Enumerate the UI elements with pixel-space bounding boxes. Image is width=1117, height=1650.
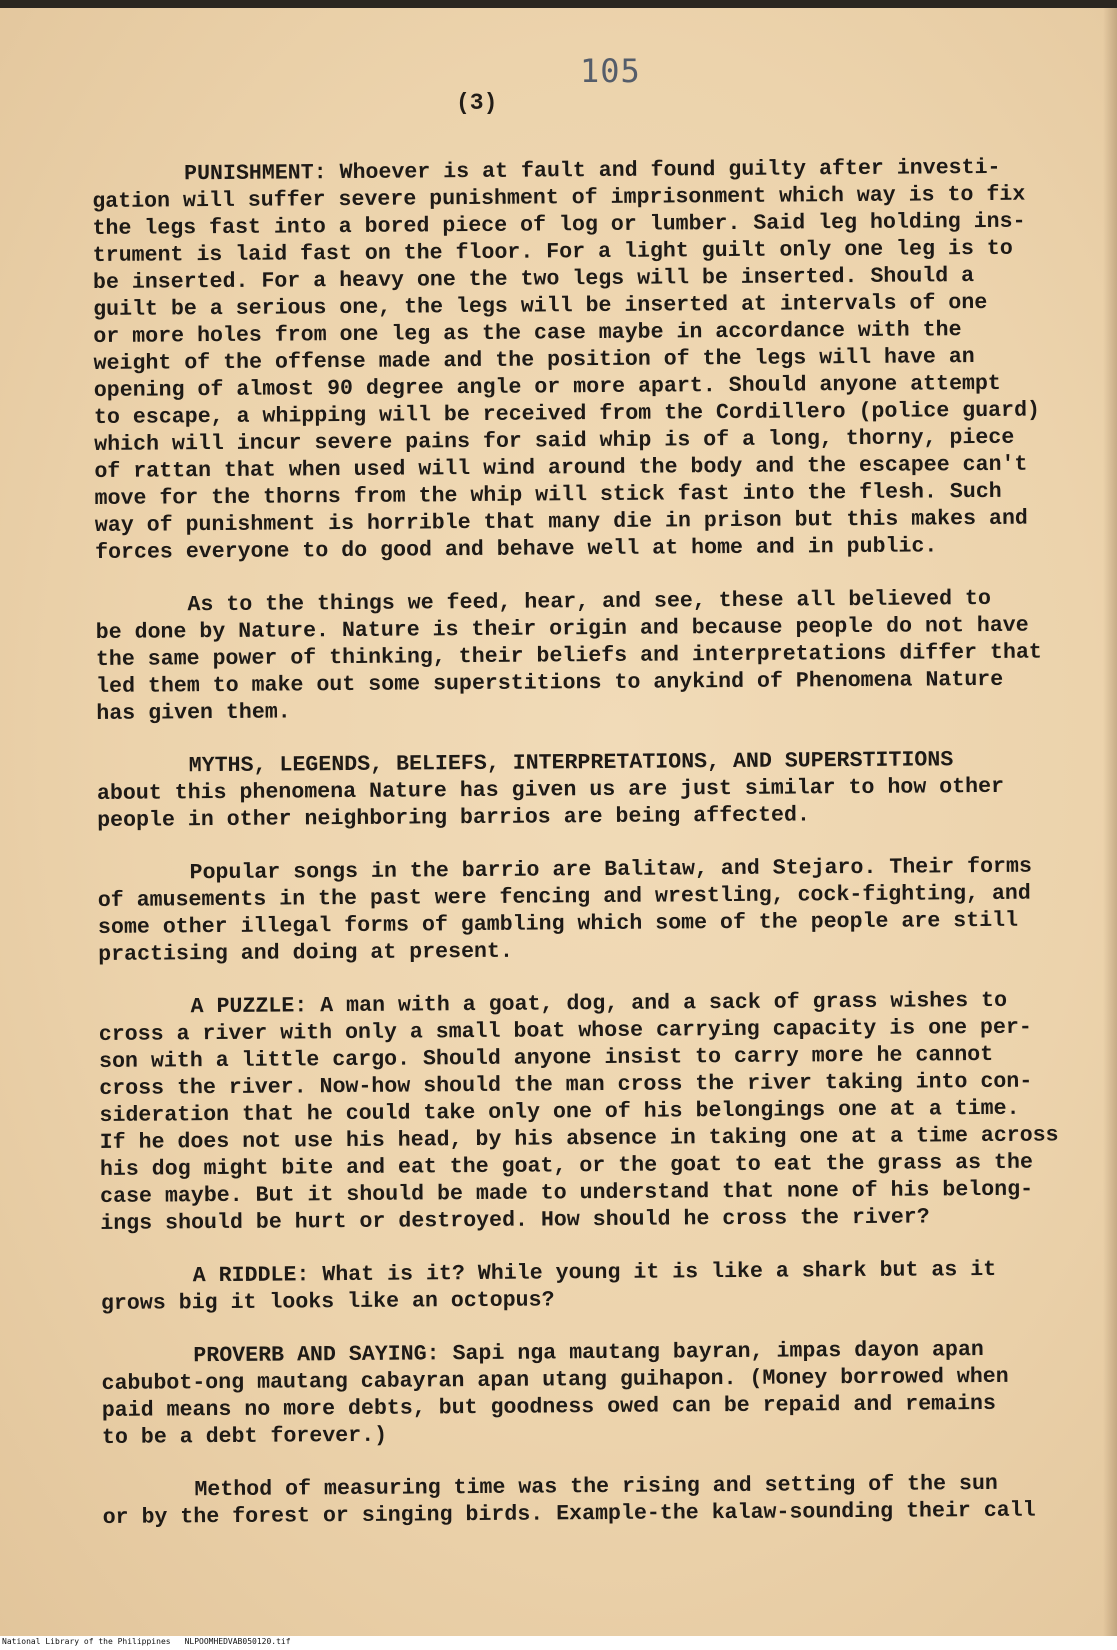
text-line: or by the forest or singing birds. Example-the kalaw-sounding their call [102, 1498, 1036, 1530]
text-line: MYTHS, LEGENDS, BELIEFS, INTERPRETATIONS, AND SUPERSTITIONS [188, 748, 954, 779]
text-line: be done by Nature. Nature is their origin and because people do not have [95, 613, 1029, 645]
text-line: case maybe. But it should be made to understand that none of his belong- [100, 1177, 1034, 1209]
text-line: If he does not use his head, by his absence in taking one at a time across [99, 1123, 1059, 1155]
text-line: be inserted. For a heavy one the two legs will be inserted. Should a [92, 264, 975, 295]
text-line: sideration that he could take only one of his belongings one at a time. [99, 1096, 1020, 1128]
text-line: move for the thorns from the whip will stick fast into the flesh. Such [94, 479, 1002, 511]
text-line: cabubot-ong mautang cabayran apan utang guihapon. (Money borrowed when [101, 1364, 1009, 1396]
text-line: A RIDDLE: What is it? While young it is like a shark but as it [192, 1257, 997, 1289]
paragraph [97, 747, 1038, 835]
paragraph [101, 1257, 1041, 1318]
text-line: his dog might bite and eat the goat, or the goat to eat the grass as the [99, 1150, 1033, 1182]
text-line: the legs fast into a bored piece of log or lumber. Said leg holding ins- [92, 209, 1026, 241]
text-line: opening of almost 90 degree angle or more apart. Should anyone attempt [93, 371, 1001, 403]
text-line: led them to make out some superstitions to anykind of Phenomena Nature [96, 667, 1004, 699]
text-line: the same power of thinking, their beliefs and interpretations differ that [95, 640, 1042, 672]
text-line: some other illegal forms of gambling which some of the people are still [97, 908, 1019, 940]
text-line: grows big it looks like an octopus? [100, 1288, 555, 1316]
text-line: to escape, a whipping will be received from the Cordillero (police guard) [93, 398, 1041, 430]
text-line: about this phenomena Nature has given us are just similar to how other [96, 774, 1005, 806]
paragraph [92, 155, 1041, 567]
section-number: (3) [456, 90, 498, 116]
text-line: son with a little cargo. Should anyone insist to carry more he cannot [98, 1042, 994, 1074]
text-line: trument is laid fast on the floor. For a light guilt only one leg is to [92, 236, 1013, 268]
text-line: way of punishment is horrible that many die in prison but this makes and [94, 506, 1028, 538]
text-line: which will incur severe pains for said whip is of a long, thorny, piece [94, 425, 1015, 457]
text-line: of rattan that when used will wind around the body and the escapee can't [94, 452, 1028, 484]
text-line: Popular songs in the barrio are Balitaw, and Stejaro. Their forms [189, 854, 1032, 886]
text-line: or more holes from one leg as the case maybe in accordance with the [93, 318, 962, 349]
text-line: of amusements in the past were fencing and wrestling, cock-fighting, and [97, 881, 1031, 913]
text-line: ings should be hurt or destroyed. How should he cross the river? [100, 1205, 930, 1236]
document-body [92, 155, 1059, 1558]
paragraph [102, 1471, 1042, 1532]
text-line: cross a river with only a small boat whose carrying capacity is one per- [98, 1015, 1032, 1047]
text-line: people in other neighboring barrios are being affected. [97, 803, 810, 833]
text-line: A PUZZLE: A man with a goat, dog, and a sack of grass wishes to [190, 988, 1008, 1020]
paragraph [101, 1337, 1042, 1452]
text-line: paid means no more debts, but goodness owed can be repaid and remains [101, 1391, 997, 1423]
paragraph [95, 586, 1042, 728]
paragraph [98, 988, 1059, 1238]
text-line: weight of the offense made and the position of the legs will have an [93, 345, 975, 376]
text-line: to be a debt forever.) [101, 1423, 388, 1450]
text-line: As to the things we feed, hear, and see, these all believed to [187, 586, 991, 618]
text-line: practising and doing at present. [98, 939, 513, 967]
text-line: Method of measuring time was the rising and setting of the sun [194, 1471, 998, 1503]
scan-border-top [0, 0, 1117, 8]
paragraph [97, 854, 1038, 969]
page-number: 105 [580, 52, 641, 90]
page-edge-shadow [1103, 8, 1117, 1636]
footer-file-id: NLPOOMHEDVAB050120.tif [184, 1637, 291, 1646]
text-line: gation will suffer severe punishment of imprisonment which way is to fix [92, 182, 1026, 214]
text-line: forces everyone to do good and behave well at home and in public. [94, 534, 938, 565]
text-line: cross the river. Now-how should the man cross the river taking into con- [99, 1069, 1033, 1101]
text-line: guilt be a serious one, the legs will be inserted at intervals of one [93, 290, 988, 322]
text-line: PROVERB AND SAYING: Sapi nga mautang bayran, impas dayon apan [193, 1338, 984, 1369]
text-line: PUNISHMENT: Whoever is at fault and found guilty after investi- [184, 155, 1001, 187]
footer-library: National Library of the Philippines [2, 1637, 171, 1646]
document-page [0, 8, 1117, 1636]
text-line: has given them. [96, 700, 291, 726]
scan-footer-text [2, 1637, 305, 1646]
